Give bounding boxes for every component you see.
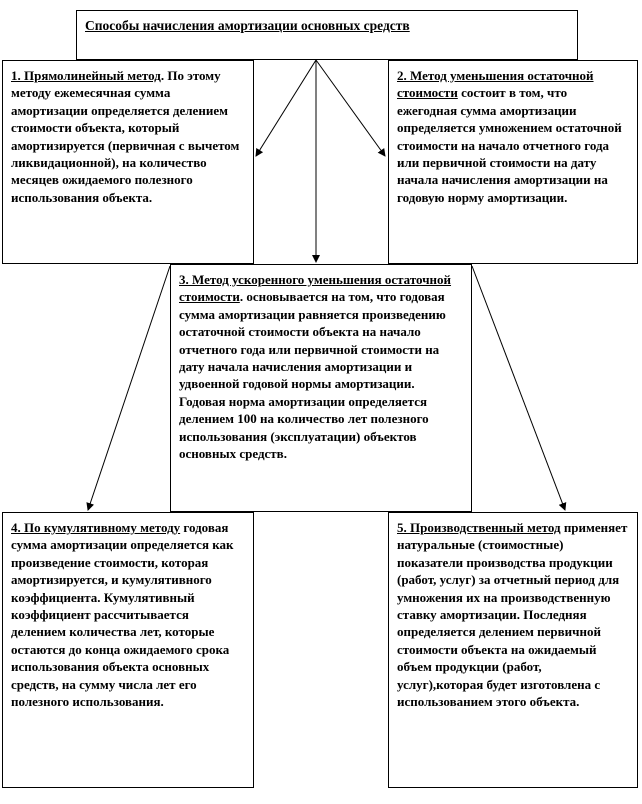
method-text: применяет натуральные (стоимостные) показатели производства продукции (работ, услуг) за отчетный период для умножения их на производственную ставку амортизации. Последняя определяется делением первичной стоимости объекта на ожидаемый объем продукции (работ, услуг),которая будет изготовлена с использованием этого объекта. [397, 520, 628, 710]
method-heading: 3. Метод ускоренного уменьшения остаточной стоимости [179, 272, 452, 305]
method-heading: 5. Производственный метод [397, 520, 561, 535]
method-heading: 4. По кумулятивному методу [11, 520, 181, 535]
arrow-to-method-4 [88, 266, 170, 510]
arrow-to-method-1 [256, 60, 316, 156]
method-heading: 1. Прямолинейный метод [11, 68, 161, 83]
arrow-to-method-2 [316, 60, 385, 156]
method-text: состоит в том, что ежегодная сумма амортизации определяется умножением остаточной стоимости на начало отчетного года или первичной стоимости на дату начала начисления амортизации на годовую норму амортизации. [397, 85, 622, 205]
method-heading: 2. Метод уменьшения остаточной стоимости [397, 68, 594, 101]
method-text: годовая сумма амортизации определяется как произведение стоимости, которая амортизируется, и кумулятивного коэффициента. Кумулятивный коэффициент рассчитывается делением количества лет, которые остаются до конца ожидаемого срока использования объекта основных средств, на сумму числа лет его полезного использования. [11, 520, 234, 710]
method-text: . основывается на том, что годовая сумма амортизации равняется произведению остаточной стоимости объекта на начало отчетного года или первичной стоимости на дату начала начисления амортизации и удвоенной годовой нормы амортизации. Годовая норма амортизации определяется делением 100 на количество лет полезного использования (эксплуатации) объектов основных средств. [179, 289, 446, 462]
method-text: . По этому методу ежемесячная сумма амортизации определяется делением стоимости объекта, который амортизируется (первичная с вычетом ликвидационной), на количество месяцев ожидаемого полезного использования объекта. [11, 68, 240, 205]
arrow-to-method-5 [472, 266, 565, 510]
diagram-title: Способы начисления амортизации основных средств [85, 18, 410, 33]
